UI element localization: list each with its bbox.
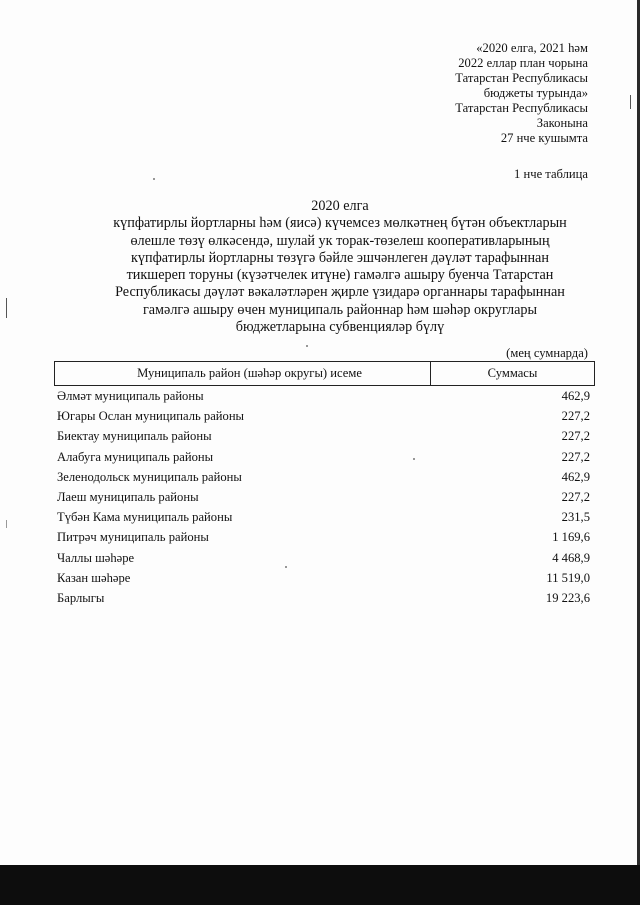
title-line: гамәлгә ашыру өчен муниципаль районнар һәм шәһәр округлары xyxy=(142,301,538,318)
table-row xyxy=(57,426,590,446)
row-name: Түбән Кама муниципаль районы xyxy=(57,510,233,525)
table-row xyxy=(57,406,590,426)
scan-speck xyxy=(285,566,287,568)
row-amount: 227,2 xyxy=(561,489,590,504)
row-amount: 227,2 xyxy=(561,409,590,424)
table-row xyxy=(57,568,590,588)
header-line: Татарстан Республикасы xyxy=(455,71,588,85)
row-name: Зеленодольск муниципаль районы xyxy=(57,469,242,484)
title-line: тикшереп торуны (күзәтчелек итүне) гамәлгә ашыру буенча Татарстан xyxy=(126,267,554,284)
row-amount: 462,9 xyxy=(561,389,590,403)
scan-mark xyxy=(6,520,7,528)
appendix-header xyxy=(368,41,588,146)
title-line: бюджетларына субвенцияләр бүлү xyxy=(235,319,445,336)
table-body xyxy=(57,386,590,608)
row-amount: 462,9 xyxy=(561,469,590,484)
row-amount: 227,2 xyxy=(561,429,590,444)
table-row xyxy=(57,386,590,406)
scan-mark xyxy=(630,95,631,109)
scan-speck xyxy=(306,345,308,347)
table-row xyxy=(57,527,590,547)
table-header xyxy=(54,361,595,386)
row-name: Лаеш муниципаль районы xyxy=(57,489,199,504)
table-row xyxy=(57,548,590,568)
row-name: Биектау муниципаль районы xyxy=(57,429,212,444)
header-line: Татарстан Республикасы xyxy=(455,101,588,115)
table-number: 1 нче таблица xyxy=(514,167,588,181)
table-row xyxy=(57,447,590,467)
table-row xyxy=(57,467,590,487)
row-amount: 231,5 xyxy=(561,510,590,525)
row-name: Питрәч муниципаль районы xyxy=(57,530,209,545)
row-name: Югары Ослан муниципаль районы xyxy=(57,409,245,424)
header-line: 2022 еллар план чорына xyxy=(458,56,588,70)
header-line: бюджеты турында» xyxy=(483,86,588,100)
row-amount: 1 169,6 xyxy=(552,530,590,545)
table-row xyxy=(57,507,590,527)
header-line: 27 нче кушымта xyxy=(500,131,588,145)
scan-speck xyxy=(413,458,415,460)
row-name: Чаллы шәһәре xyxy=(57,550,135,565)
table-row-total xyxy=(57,588,590,608)
scan-mark xyxy=(6,298,7,318)
title-line: 2020 елга xyxy=(311,198,369,214)
row-name: Әлмәт муниципаль районы xyxy=(57,389,204,403)
title-line: Республикасы дәүләт вәкаләтләрен җирле үзидарә органнары тарафыннан xyxy=(115,284,565,301)
table-row xyxy=(57,487,590,507)
column-header-sum: Суммасы xyxy=(487,366,538,380)
scan-bottom-band xyxy=(0,865,640,905)
row-amount: 227,2 xyxy=(561,449,590,464)
header-line: Законына xyxy=(536,116,588,130)
header-line: «2020 елга, 2021 һәм xyxy=(476,41,588,55)
units-label: (мең сумнарда) xyxy=(506,346,588,360)
row-name: Алабуга муниципаль районы xyxy=(57,449,214,464)
row-name: Казан шәһәре xyxy=(57,570,131,585)
title-line: күпфатирлы йортларны һәм (яисә) күчемсез мөлкәтнең бүтән объектларын xyxy=(113,215,567,232)
scan-speck xyxy=(153,178,155,180)
row-amount: 4 468,9 xyxy=(552,550,590,565)
title-line: күпфатирлы йортларны төзүгә бәйле эшчәнлеген дәүләт тарафыннан xyxy=(131,249,549,266)
row-name: Барлыгы xyxy=(57,590,105,605)
column-header-name: Муниципаль район (шәһәр округы) исеме xyxy=(55,362,431,385)
document-title xyxy=(90,198,590,336)
row-amount: 19 223,6 xyxy=(545,590,590,605)
title-line: өлешле төзү өлкәсендә, шулай ук торак-төзелеш кооперативларының xyxy=(130,232,550,249)
row-amount: 11 519,0 xyxy=(546,570,590,585)
